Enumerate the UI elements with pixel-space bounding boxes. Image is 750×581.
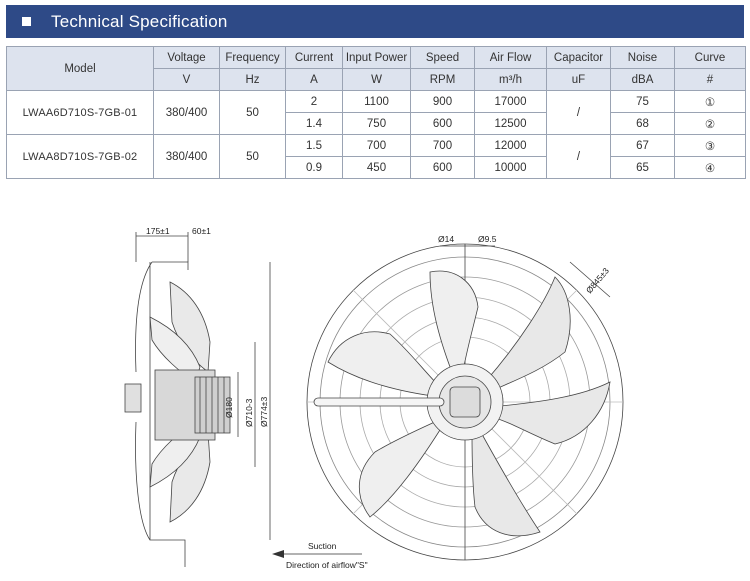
dim-9-5-label: Ø9.5 [478, 234, 497, 244]
power-cell: 750 [343, 113, 411, 135]
blade-right-top [485, 277, 570, 394]
model-cell: LWAA6D710S-7GB-01 [7, 91, 154, 135]
dim-14-label: Ø14 [438, 234, 455, 244]
frequency-cell: 50 [220, 135, 286, 179]
dim-774-label: Ø774±3 [259, 396, 269, 427]
dim-60-label: 60±1 [192, 226, 211, 236]
col-curve: Curve [675, 47, 746, 69]
unit-noise: dBA [611, 69, 675, 91]
curve-cell: ① [675, 91, 746, 113]
col-input-power: Input Power [343, 47, 411, 69]
blade-right [492, 382, 610, 444]
airflow-arrow [272, 541, 368, 570]
current-cell: 1.5 [286, 135, 343, 157]
col-capacitor: Capacitor [547, 47, 611, 69]
col-air-flow: Air Flow [475, 47, 547, 69]
speed-cell: 900 [411, 91, 475, 113]
terminal-box [125, 384, 141, 412]
model-cell: LWAA8D710S-7GB-02 [7, 135, 154, 179]
curve-cell: ② [675, 113, 746, 135]
spec-table [6, 46, 746, 179]
speed-cell: 600 [411, 113, 475, 135]
airflow-cell: 17000 [475, 91, 547, 113]
unit-curve: # [675, 69, 746, 91]
unit-air-flow: m³/h [475, 69, 547, 91]
noise-cell: 68 [611, 113, 675, 135]
table-row [7, 135, 746, 157]
voltage-cell: 380/400 [154, 135, 220, 179]
airflow-cell: 12500 [475, 113, 547, 135]
blade-left [328, 332, 440, 397]
airflow-cell: 10000 [475, 157, 547, 179]
fan-front-view [307, 244, 623, 560]
current-cell: 2 [286, 91, 343, 113]
curve-cell: ③ [675, 135, 746, 157]
dim-180-label: Ø180 [224, 397, 234, 418]
col-noise: Noise [611, 47, 675, 69]
dim-845-label: Ø845±3 [583, 265, 611, 296]
airflow-direction-label: Direction of airflow"S" [286, 560, 368, 570]
section-title: Technical Specification [51, 11, 228, 31]
noise-cell: 65 [611, 157, 675, 179]
dim-175-label: 175±1 [146, 226, 170, 236]
table-header-row [7, 47, 746, 69]
section-header [6, 5, 744, 38]
unit-input-power: W [343, 69, 411, 91]
power-cell: 1100 [343, 91, 411, 113]
current-cell: 0.9 [286, 157, 343, 179]
voltage-cell: 380/400 [154, 91, 220, 135]
noise-cell: 67 [611, 135, 675, 157]
unit-current: A [286, 69, 343, 91]
hub-terminal-box [450, 387, 480, 417]
unit-frequency: Hz [220, 69, 286, 91]
curve-cell: ④ [675, 157, 746, 179]
speed-cell: 700 [411, 135, 475, 157]
col-frequency: Frequency [220, 47, 286, 69]
fan-technical-drawing [100, 222, 660, 577]
blade-left-top [430, 271, 478, 380]
suction-label: Suction [308, 541, 337, 551]
mounting-bar [314, 398, 444, 406]
table-row [7, 91, 746, 113]
col-current: Current [286, 47, 343, 69]
airflow-cell: 12000 [475, 135, 547, 157]
square-bullet-icon [22, 17, 31, 26]
capacitor-cell: / [547, 135, 611, 179]
speed-cell: 600 [411, 157, 475, 179]
power-cell: 450 [343, 157, 411, 179]
dim-710-label: Ø710-3 [244, 398, 254, 427]
unit-voltage: V [154, 69, 220, 91]
arrow-left-icon [272, 550, 284, 558]
col-voltage: Voltage [154, 47, 220, 69]
col-speed: Speed [411, 47, 475, 69]
model-header: Model [7, 47, 154, 91]
frequency-cell: 50 [220, 91, 286, 135]
unit-speed: RPM [411, 69, 475, 91]
noise-cell: 75 [611, 91, 675, 113]
power-cell: 700 [343, 135, 411, 157]
current-cell: 1.4 [286, 113, 343, 135]
unit-capacitor: uF [547, 69, 611, 91]
capacitor-cell: / [547, 91, 611, 135]
